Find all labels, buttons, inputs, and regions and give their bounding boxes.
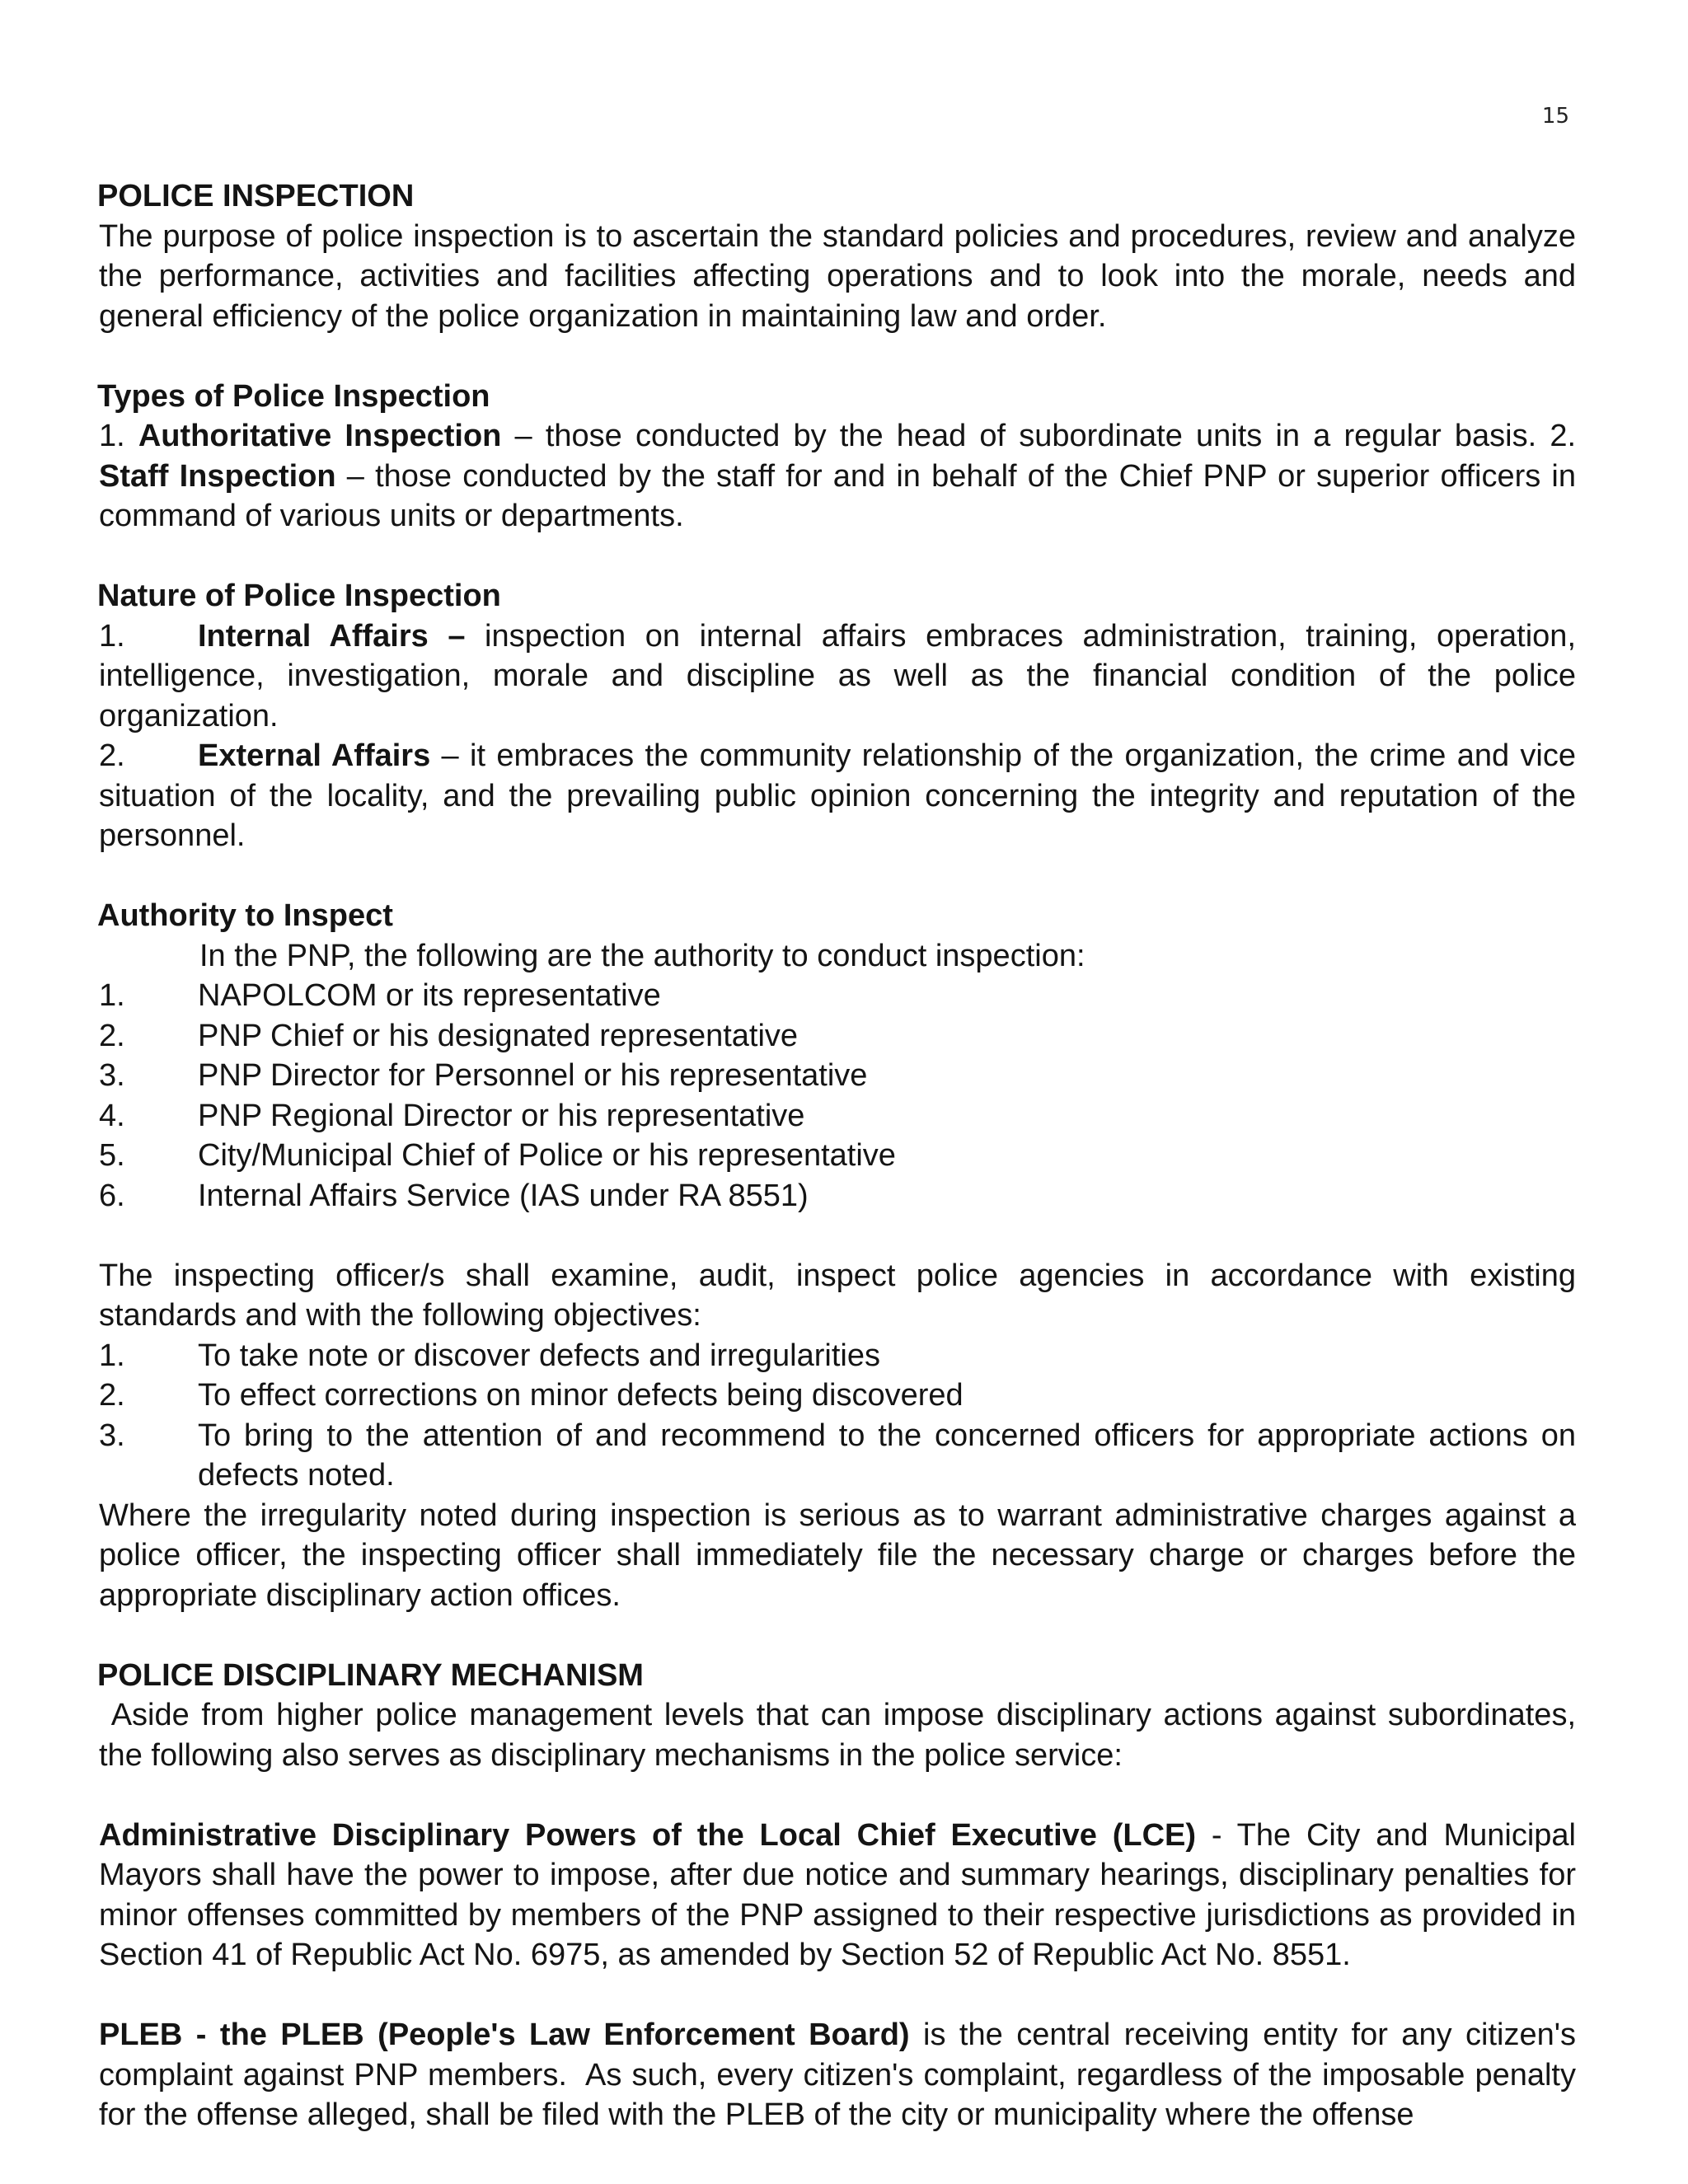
item-number: 1. bbox=[99, 618, 125, 654]
paragraph: Where the irregularity noted during inspection is serious as to warrant administrative charges against a police officer, the inspecting officer shall immediately file the necessary charge or charges before the appropriate disciplinary action offices. bbox=[99, 1497, 1576, 1613]
item-number: 1. bbox=[99, 419, 138, 453]
term-description: is the central receiving entity for any citizen's complaint against PNP members. As such, every citizen's complaint, regardless of the imposable penalty for the offense alleged, shall be filed with the PLEB of the city or municipality where the offense bbox=[99, 2018, 1585, 2132]
page-number: 15 bbox=[1541, 104, 1569, 129]
section-authority-to-inspect bbox=[99, 896, 1576, 1216]
item-number: 2. bbox=[99, 1018, 125, 1053]
section-heading: Types of Police Inspection bbox=[97, 378, 490, 414]
item-text: PNP Regional Director or his representative bbox=[198, 1098, 805, 1133]
section-nature-of-inspection bbox=[99, 576, 1576, 856]
item-number: 1. bbox=[99, 1338, 125, 1373]
item-number: 3. bbox=[99, 1418, 125, 1453]
section-heading: POLICE DISCIPLINARY MECHANISM bbox=[97, 1657, 644, 1693]
list-item bbox=[99, 1096, 1576, 1137]
item-text: PNP Chief or his designated representative bbox=[198, 1018, 799, 1053]
list-item bbox=[99, 1336, 1576, 1376]
term: Staff Inspection bbox=[99, 458, 336, 494]
item-text: PNP Director for Personnel or his representative bbox=[198, 1058, 868, 1093]
list-item bbox=[99, 1416, 1576, 1496]
list-item bbox=[99, 1016, 1576, 1057]
item-number: 5. bbox=[99, 1138, 125, 1173]
section-police-inspection bbox=[99, 176, 1576, 336]
term-description: – those conducted by the staff for and in behalf of the Chief PNP or superior officers in command of various units or departments. bbox=[99, 458, 1576, 533]
section-heading: Authority to Inspect bbox=[97, 898, 393, 933]
term-description: – it embraces the community relationship of the organization, the crime and vice situation of the locality, and the prevailing public opinion concerning the integrity and reputation of the personnel. bbox=[99, 738, 1576, 853]
paragraph bbox=[99, 1816, 1576, 1975]
term-description: inspection on internal affairs embraces administration, training, operation, intelligence, investigation, morale and discipline as well as the financial condition of the police organization. bbox=[99, 618, 1576, 733]
item-text: To effect corrections on minor defects being discovered bbox=[198, 1378, 964, 1413]
item-number: 6. bbox=[99, 1178, 125, 1213]
list-item bbox=[99, 616, 1576, 737]
item-text: To take note or discover defects and irregularities bbox=[198, 1338, 880, 1373]
item-text: NAPOLCOM or its representative bbox=[198, 978, 661, 1013]
document-body bbox=[97, 176, 1585, 2135]
list-item bbox=[99, 1056, 1576, 1096]
term: External Affairs bbox=[198, 738, 431, 773]
list-item bbox=[99, 1136, 1576, 1176]
item-text: To bring to the attention of and recommend to the concerned officers for appropriate actions on defects noted. bbox=[198, 1418, 1576, 1493]
term: PLEB - the PLEB (People's Law Enforcement Board) bbox=[99, 2018, 910, 2052]
list-item bbox=[99, 736, 1576, 856]
item-text: Internal Affairs Service (IAS under RA 8551) bbox=[198, 1178, 809, 1213]
section-disciplinary-mechanism bbox=[97, 1656, 1585, 2135]
paragraph: The purpose of police inspection is to ascertain the standard policies and procedures, review and analyze the performance, activities and facilities affecting operations and to look into the morale, needs and general efficiency of the police organization in maintaining law and order. bbox=[99, 218, 1576, 334]
section-objectives bbox=[99, 1256, 1576, 1616]
section-types-of-inspection bbox=[99, 377, 1576, 537]
paragraph: Aside from higher police management levels that can impose disciplinary actions against subordinates, the following also serves as disciplinary mechanisms in the police service: bbox=[99, 1698, 1585, 1773]
term: Authoritative Inspection bbox=[138, 419, 502, 453]
item-text: City/Municipal Chief of Police or his representative bbox=[198, 1138, 896, 1173]
list-item bbox=[99, 976, 1576, 1016]
paragraph: In the PNP, the following are the authority to conduct inspection: bbox=[199, 938, 1085, 973]
paragraph: The inspecting officer/s shall examine, audit, inspect police agencies in accordance with existing standards and with the following objectives: bbox=[99, 1258, 1576, 1333]
list-item bbox=[99, 1376, 1576, 1416]
item-number: 2. bbox=[99, 738, 125, 773]
list-item bbox=[99, 1176, 1576, 1216]
term: Internal Affairs – bbox=[198, 618, 466, 654]
section-heading: POLICE INSPECTION bbox=[97, 179, 415, 213]
item-number: 4. bbox=[99, 1098, 125, 1133]
term: Administrative Disciplinary Powers of the Local Chief Executive (LCE) bbox=[99, 1817, 1197, 1853]
paragraph bbox=[99, 416, 1576, 537]
item-number: 1. bbox=[99, 978, 125, 1013]
term-description: - The City and Municipal Mayors shall have the power to impose, after due notice and summary hearings, disciplinary penalties for minor offenses committed by members of the PNP assigned to their respective jurisdictions as provided in Section 41 of Republic Act No. 6975, as amended by Section 52 of Republic Act No. 8551. bbox=[99, 1817, 1576, 1972]
term-description: – those conducted by the head of subordinate units in a regular basis. 2. bbox=[501, 419, 1577, 453]
section-heading: Nature of Police Inspection bbox=[97, 579, 501, 613]
item-number: 3. bbox=[99, 1058, 125, 1093]
item-number: 2. bbox=[99, 1378, 125, 1413]
paragraph bbox=[99, 2015, 1585, 2135]
